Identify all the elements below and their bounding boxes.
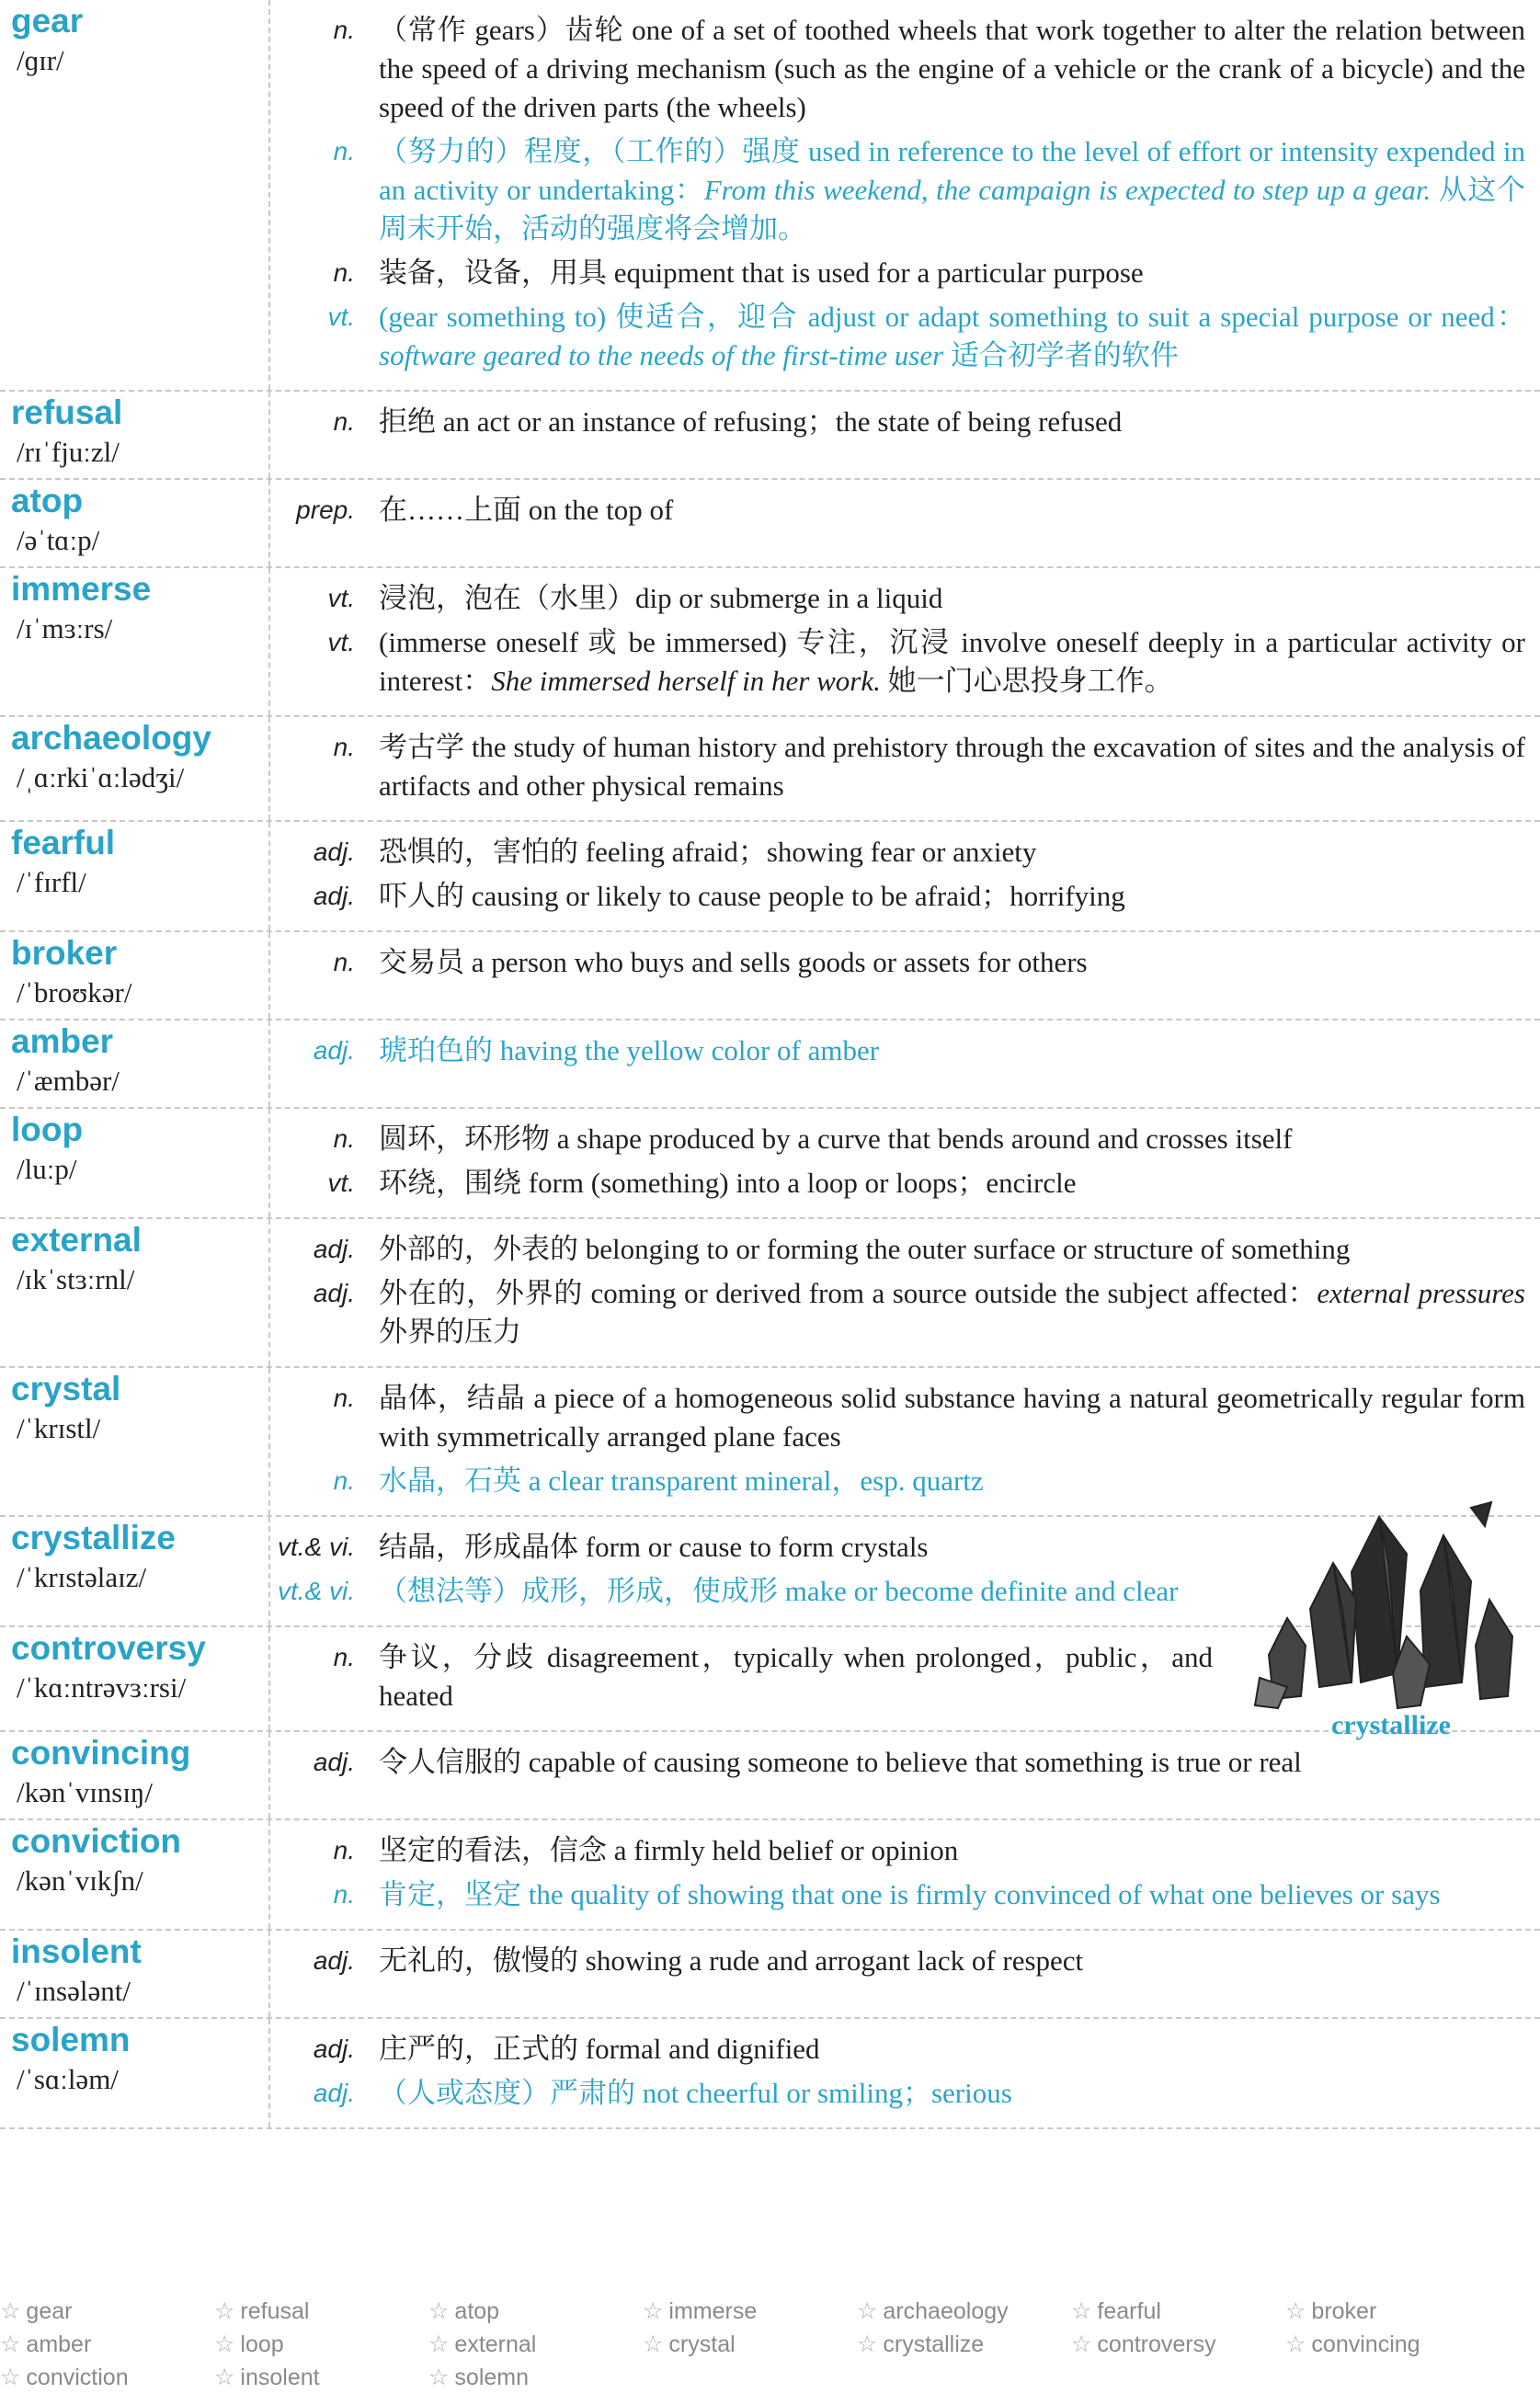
index-item (643, 2328, 857, 2361)
index-word: gear (26, 2298, 73, 2324)
definition (379, 623, 1525, 701)
part-of-speech: adj. (313, 838, 355, 866)
definition (379, 1032, 1525, 1070)
headword-column (0, 1368, 270, 1515)
index-item (1071, 2295, 1285, 2328)
part-of-speech: n. (333, 1384, 355, 1412)
entry-amber (0, 1020, 1540, 1109)
headword: crystal (11, 1370, 121, 1408)
definition-text: 结晶，形成晶体 form or cause to form crystals (379, 1531, 929, 1563)
definition-text: (gear something to) 使适合，迎合 adjust or adapt something to suit a special purpose or need： (379, 301, 1525, 333)
part-of-speech: adj. (313, 882, 355, 910)
sense (270, 1164, 1525, 1203)
sense (270, 833, 1525, 872)
headword: loop (11, 1111, 84, 1148)
entry-atop (0, 480, 1540, 568)
definition (379, 1120, 1525, 1158)
headword-column (0, 1627, 270, 1730)
phonetic: /luːp/ (17, 1153, 77, 1185)
index-word: controversy (1097, 2331, 1216, 2357)
senses-column (270, 1219, 1540, 1366)
headword-column (0, 1732, 270, 1818)
definition-text: 水晶，石英 a clear transparent mineral，esp. quartz (379, 1465, 984, 1497)
senses-column (270, 392, 1540, 478)
definition (379, 1230, 1525, 1269)
sense (270, 1875, 1525, 1914)
part-of-speech: n. (333, 1466, 355, 1495)
sense (270, 298, 1525, 375)
sense (270, 728, 1525, 805)
headword-column (0, 822, 270, 930)
sense (270, 1120, 1525, 1158)
entry-conviction (0, 1820, 1540, 1931)
sense (270, 1942, 1525, 1980)
phonetic: /ˈɪnsələnt/ (17, 1975, 131, 2007)
part-of-speech: adj. (313, 1279, 355, 1307)
senses-column (270, 1368, 1540, 1515)
index-word: conviction (26, 2365, 129, 2390)
index-item (428, 2328, 643, 2361)
sense (270, 132, 1525, 248)
headword-column (0, 392, 270, 478)
definition (379, 833, 1525, 872)
star-icon: ☆ (428, 2331, 450, 2357)
headword-column (0, 1020, 270, 1107)
definition-text: 晶体，结晶 a piece of a homogeneous solid substance having a natural geometrically regular form with symmetrically arranged plane faces (379, 1382, 1525, 1453)
headword-column (0, 0, 270, 390)
star-icon: ☆ (643, 2298, 664, 2324)
phonetic: /ɪkˈstɜːrnl/ (17, 1263, 135, 1295)
star-icon: ☆ (428, 2298, 450, 2324)
example-sentence: From this weekend, the campaign is expected to step up a gear. (703, 174, 1432, 206)
index-item (214, 2295, 428, 2328)
headword: crystallize (11, 1519, 176, 1556)
example-translation: 适合初学者的软件 (943, 339, 1179, 371)
part-of-speech: vt. (327, 584, 355, 612)
star-icon: ☆ (1285, 2331, 1306, 2357)
phonetic: /ˈkɑːntrəvɜːrsi/ (17, 1671, 187, 1704)
sense (270, 623, 1525, 701)
word-index (0, 2295, 1540, 2394)
entry-crystal (0, 1368, 1540, 1517)
index-word: insolent (240, 2365, 320, 2390)
index-item (857, 2295, 1071, 2328)
definition-text: 外在的，外界的 coming or derived from a source outside the subject affected： (379, 1277, 1318, 1309)
headword: controversy (11, 1629, 206, 1667)
part-of-speech: vt. (327, 1168, 355, 1197)
headword-column (0, 1517, 270, 1625)
senses-column (270, 1820, 1540, 1929)
part-of-speech: n. (333, 1880, 355, 1909)
headword: atop (11, 482, 84, 519)
headword: external (11, 1221, 142, 1259)
sense (270, 1831, 1525, 1870)
definition (379, 1875, 1525, 1914)
phonetic: /ˈkrɪstl/ (17, 1412, 101, 1444)
phonetic: /ˈæmbər/ (17, 1065, 120, 1097)
part-of-speech: vt. (327, 302, 355, 331)
phonetic: /ˌɑːrkiˈɑːlədʒi/ (17, 761, 185, 793)
definition (379, 2030, 1525, 2069)
part-of-speech: adj. (313, 1235, 355, 1263)
definition-text: 装备，设备，用具 equipment that is used for a particular purpose (379, 256, 1144, 289)
index-item (1285, 2328, 1500, 2361)
star-icon: ☆ (857, 2331, 878, 2357)
part-of-speech: n. (333, 733, 355, 761)
sense (270, 2030, 1525, 2069)
entry-refusal (0, 392, 1540, 480)
definition (379, 11, 1525, 127)
definition-text: 交易员 a person who buys and sells goods or assets for others (379, 946, 1088, 978)
definition-text: 拒绝 an act or an instance of refusing；the state of being refused (379, 405, 1123, 438)
definition-text: 琥珀色的 having the yellow color of amber (379, 1034, 880, 1066)
headword: refusal (11, 393, 123, 431)
definition-text: 肯定，坚定 the quality of showing that one is firmly convinced of what one believes or says (379, 1878, 1441, 1910)
index-word: atop (454, 2298, 500, 2324)
index-word: fearful (1097, 2298, 1161, 2324)
sense (270, 1230, 1525, 1269)
definition (379, 1528, 1213, 1567)
definition-text: 令人信服的 capable of causing someone to believe that something is true or real (379, 1746, 1302, 1778)
sense (270, 579, 1525, 618)
example-translation: 她一门心思投身工作。 (880, 665, 1173, 697)
headword-column (0, 1931, 270, 2017)
part-of-speech: adj. (313, 1036, 355, 1065)
definition-text: (immerse oneself 或 be immersed) 专注，沉浸 involve oneself deeply in a particular activity or interest： (379, 626, 1525, 697)
definition (379, 1462, 1525, 1500)
definition (379, 579, 1525, 618)
entry-gear (0, 0, 1540, 392)
part-of-speech: n. (333, 137, 355, 165)
phonetic: /ɪˈmɜːrs/ (17, 612, 113, 644)
senses-column (270, 2019, 1540, 2127)
part-of-speech: n. (333, 1836, 355, 1864)
figure-caption: crystallize (1331, 1710, 1451, 1740)
example-translation: 从这个周末开始，活动的强度将会增加。 (379, 174, 1525, 245)
star-icon: ☆ (643, 2331, 664, 2357)
headword: immerse (11, 570, 152, 608)
headword-column (0, 480, 270, 566)
headword: amber (11, 1022, 114, 1060)
index-word: archaeology (883, 2298, 1009, 2324)
headword: gear (11, 2, 84, 40)
phonetic: /ˈbroʊkər/ (17, 976, 132, 1009)
definition (379, 877, 1525, 916)
star-icon: ☆ (0, 2298, 21, 2324)
definition-text: 恐惧的，害怕的 feeling afraid；showing fear or anxiety (379, 836, 1037, 868)
sense (270, 491, 1525, 530)
index-word: amber (26, 2331, 92, 2357)
definition-text: 争议，分歧 disagreement，typically when prolonged，public，and heated (379, 1641, 1213, 1712)
senses-column (270, 568, 1540, 715)
headword: broker (11, 934, 118, 972)
headword-column (0, 1219, 270, 1366)
phonetic: /ˈfɪrfl/ (17, 866, 86, 898)
senses-column (270, 822, 1540, 930)
definition-text: 吓人的 causing or likely to cause people to be afraid；horrifying (379, 880, 1125, 912)
star-icon: ☆ (0, 2365, 21, 2390)
part-of-speech: adj. (313, 2079, 355, 2107)
star-icon: ☆ (214, 2331, 235, 2357)
headword: insolent (11, 1932, 142, 1970)
definition (379, 491, 1525, 530)
phonetic: /kənˈvɪnsɪŋ/ (17, 1776, 153, 1808)
headword: conviction (11, 1822, 182, 1860)
senses-column (270, 1109, 1540, 1217)
index-word: convincing (1311, 2331, 1420, 2357)
senses-column (270, 717, 1540, 820)
definition (379, 132, 1525, 248)
index-word: immerse (668, 2298, 758, 2324)
definition-text: 坚定的看法，信念 a firmly held belief or opinion (379, 1834, 959, 1866)
index-item (428, 2295, 643, 2328)
part-of-speech: n. (333, 16, 355, 44)
star-icon: ☆ (428, 2365, 450, 2390)
index-item (214, 2328, 428, 2361)
sense (270, 254, 1525, 292)
star-icon: ☆ (1071, 2331, 1092, 2357)
senses-column (270, 1020, 1540, 1107)
definition (379, 1743, 1525, 1782)
star-icon: ☆ (1285, 2298, 1306, 2324)
definition-text: （努力的）程度，（工作的）强度 used in reference to the level of effort or intensity expended in an activity or undertaking： (379, 135, 1525, 206)
index-word: crystal (668, 2331, 736, 2357)
definition (379, 298, 1525, 375)
definition (379, 1164, 1525, 1203)
star-icon: ☆ (1071, 2298, 1092, 2324)
index-word: crystallize (883, 2331, 985, 2357)
part-of-speech: adj. (313, 2035, 355, 2063)
index-item (0, 2328, 214, 2361)
definition-text: 圆环，环形物 a shape produced by a curve that bends around and crosses itself (379, 1123, 1293, 1155)
definition-text: 外部的，外表的 belonging to or forming the outer surface or structure of something (379, 1233, 1351, 1265)
sense (270, 877, 1525, 916)
phonetic: /ˈkrɪstəlaɪz/ (17, 1561, 147, 1593)
senses-column (270, 0, 1540, 390)
part-of-speech: prep. (296, 496, 355, 524)
definition (379, 728, 1525, 805)
index-item (0, 2295, 214, 2328)
index-item (1285, 2295, 1500, 2328)
phonetic: /kənˈvɪkʃn/ (17, 1864, 143, 1897)
definition (379, 1274, 1525, 1351)
definition (379, 1379, 1525, 1456)
index-item (1071, 2328, 1285, 2361)
star-icon: ☆ (214, 2298, 235, 2324)
sense (270, 1379, 1525, 1456)
headword-column (0, 1109, 270, 1217)
headword-column (0, 2019, 270, 2127)
headword: convincing (11, 1734, 191, 1772)
sense (270, 11, 1525, 127)
sense (270, 403, 1525, 441)
entry-external (0, 1219, 1540, 1368)
sense (270, 1743, 1525, 1782)
entry-archaeology (0, 717, 1540, 822)
definition-text: 环绕，围绕 form (something) into a loop or loops；encircle (379, 1167, 1077, 1199)
definition-text: 无礼的，傲慢的 showing a rude and arrogant lack of respect (379, 1944, 1084, 1977)
index-word: broker (1311, 2298, 1377, 2324)
definition (379, 1831, 1525, 1870)
definition-text: （想法等）成形，形成，使成形 make or become definite and clear (379, 1575, 1179, 1607)
phonetic: /ˈsɑːləm/ (17, 2063, 119, 2095)
index-item (643, 2295, 857, 2328)
headword-column (0, 717, 270, 820)
entry-insolent (0, 1931, 1540, 2019)
star-icon: ☆ (0, 2331, 21, 2357)
phonetic: /əˈtɑːp/ (17, 524, 100, 556)
sense (270, 1274, 1525, 1351)
part-of-speech: vt.& vi. (277, 1577, 355, 1605)
example-sentence: software geared to the needs of the first-time user (379, 339, 944, 371)
part-of-speech: n. (333, 1124, 355, 1153)
sense (270, 943, 1525, 982)
crystal-icon (1250, 1499, 1526, 1719)
entry-fearful (0, 822, 1540, 932)
star-icon: ☆ (857, 2298, 878, 2324)
part-of-speech: vt.& vi. (277, 1533, 355, 1561)
index-word: solemn (454, 2365, 530, 2390)
example-translation: 外界的压力 (379, 1316, 521, 1348)
headword-column (0, 568, 270, 715)
definition (379, 1638, 1213, 1716)
headword-column (0, 932, 270, 1019)
headword: archaeology (11, 719, 211, 757)
part-of-speech: adj. (313, 1748, 355, 1776)
definition (379, 943, 1525, 982)
definition-text: 庄严的，正式的 formal and dignified (379, 2033, 820, 2065)
sense (270, 1462, 1525, 1500)
index-word: external (454, 2331, 537, 2357)
phonetic: /rɪˈfjuːzl/ (17, 436, 120, 468)
definition (379, 1572, 1213, 1611)
index-item (857, 2328, 1071, 2361)
part-of-speech: vt. (327, 628, 355, 656)
headword: solemn (11, 2021, 131, 2058)
definition-text: 在……上面 on the top of (379, 494, 674, 526)
definition (379, 254, 1525, 292)
phonetic: /ɡɪr/ (17, 44, 64, 76)
entry-immerse (0, 568, 1540, 717)
definition (379, 2074, 1525, 2113)
part-of-speech: n. (333, 948, 355, 976)
example-sentence: external pressures (1317, 1277, 1526, 1309)
entry-broker (0, 932, 1540, 1020)
definition (379, 403, 1525, 441)
sense (270, 1032, 1525, 1070)
index-word: loop (240, 2331, 284, 2357)
part-of-speech: n. (333, 258, 355, 287)
senses-column (270, 480, 1540, 566)
definition-text: 浸泡，泡在（水里）dip or submerge in a liquid (379, 582, 943, 614)
headword-column (0, 1820, 270, 1929)
senses-column (270, 1931, 1540, 2017)
senses-column (270, 932, 1540, 1019)
part-of-speech: n. (333, 407, 355, 436)
entry-solemn (0, 2019, 1540, 2129)
index-word: refusal (240, 2298, 310, 2324)
definition-text: （人或态度）严肃的 not cheerful or smiling；serious (379, 2077, 1012, 2109)
entry-loop (0, 1109, 1540, 1219)
star-icon: ☆ (214, 2365, 235, 2390)
definition-text: 考古学 the study of human history and prehistory through the excavation of sites and the analysis of artifacts and other physical remains (379, 731, 1525, 802)
part-of-speech: n. (333, 1643, 355, 1671)
part-of-speech: adj. (313, 1946, 355, 1975)
sense (270, 2074, 1525, 2113)
definition-text: （常作 gears）齿轮 one of a set of toothed wheels that work together to alter the relation between the speed of a driving mechanism (such as the engine of a vehicle or the crank of a bicycle) and the speed of the driven parts (the wheels) (379, 14, 1525, 123)
definition (379, 1942, 1525, 1980)
headword: fearful (11, 824, 116, 861)
example-sentence: She immersed herself in her work. (491, 665, 881, 697)
